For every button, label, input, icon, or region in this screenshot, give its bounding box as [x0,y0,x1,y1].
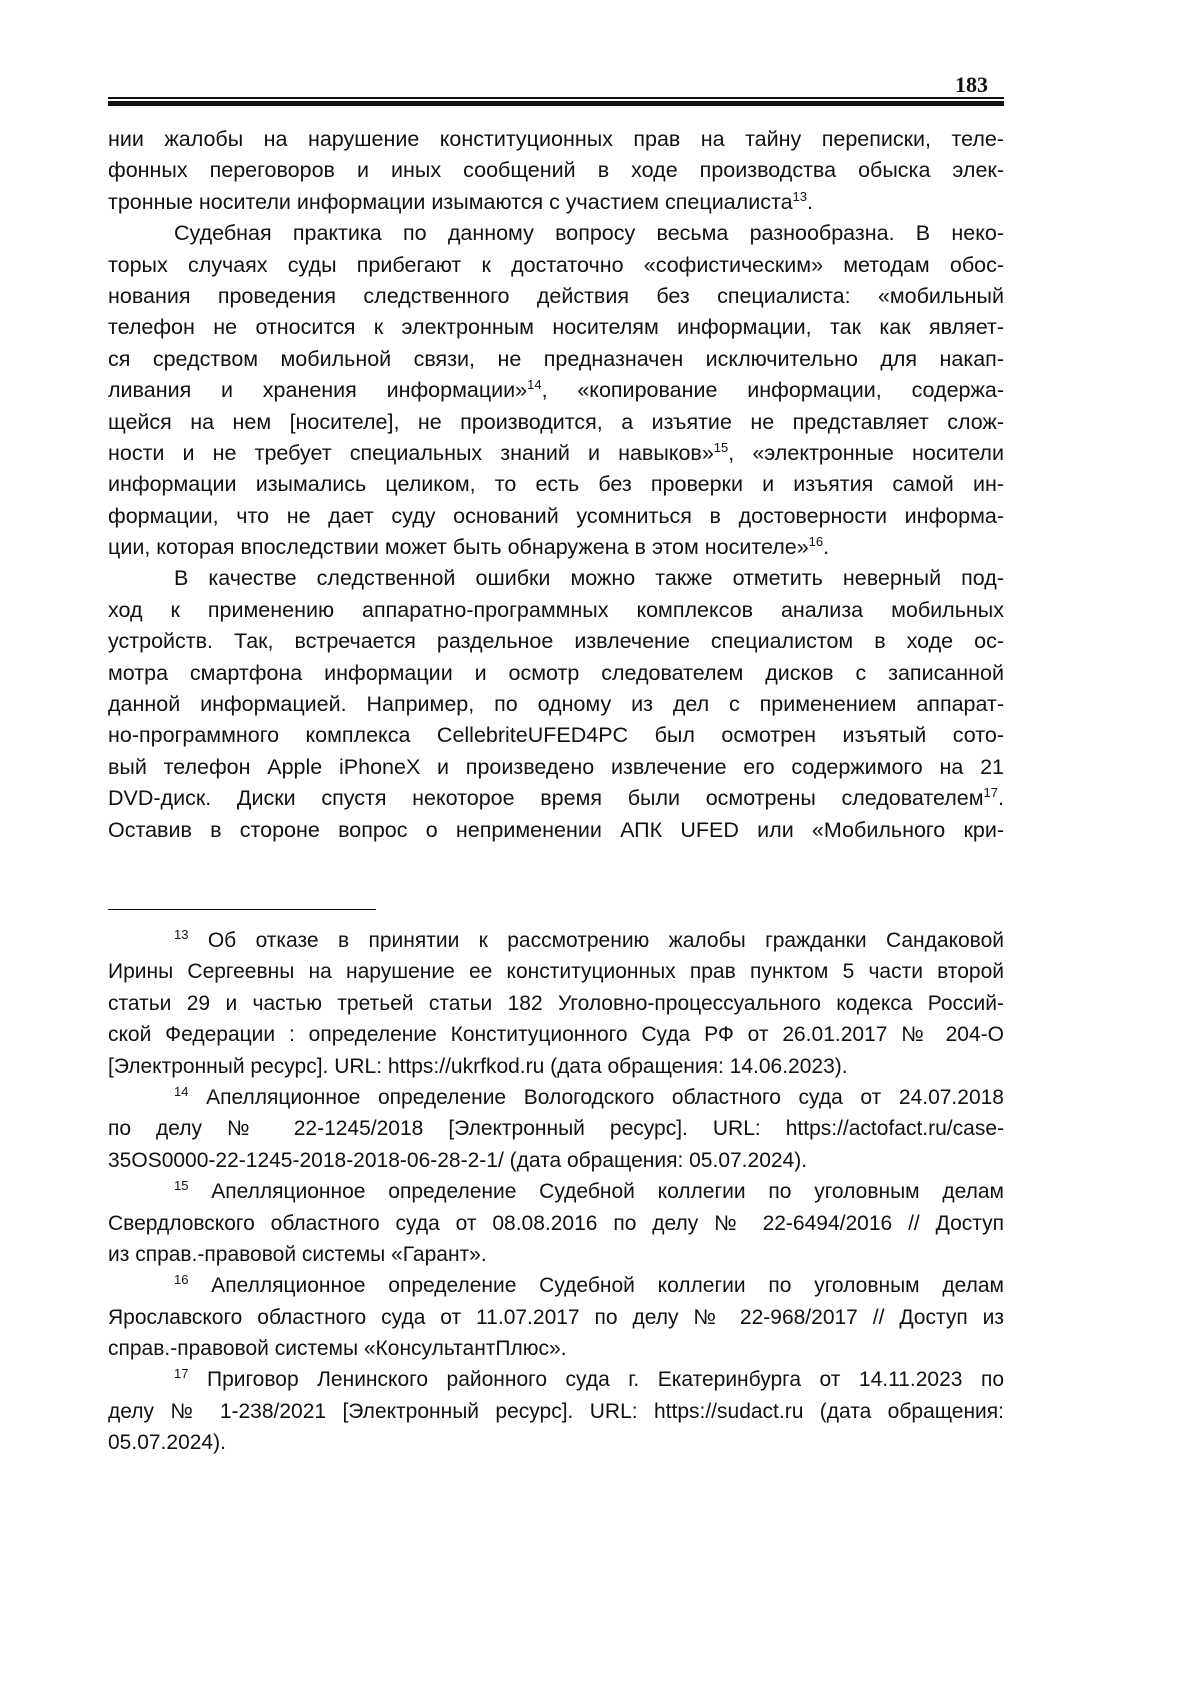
text-segment: ции, которая впоследствии может быть обнаружена в этом носителе» [108,535,809,560]
text-segment: информации изымались целиком, то есть без проверки и изъятия самой ин- [108,472,1004,497]
paragraph [108,218,1004,563]
text-line [108,1270,1004,1301]
text-segment: мотра смартфона информации и осмотр следователем дисков с записанной [108,660,1004,685]
text-line [108,1145,1004,1176]
footnote [108,1364,1004,1458]
text-line [108,988,1004,1019]
text-segment: DVD-диск. Диски спустя некоторое время были осмотрены следователем [108,786,984,811]
paragraph [108,124,1004,218]
text-line [108,312,1004,343]
text-segment: формации, что не дает суду оснований усомниться в достоверности информа- [108,503,1004,528]
text-segment: справ.-правовой системы «КонсультантПлюс». [108,1337,567,1361]
main-text [108,124,1004,846]
text-segment: по делу № 22-1245/2018 [Электронный ресурс]. URL: https://actofact.ru/case- [108,1117,1004,1141]
text-segment: Свердловского областного суда от 08.08.2016 по делу № 22-6494/2016 // Доступ [108,1211,1004,1235]
text-line [108,752,1004,783]
text-line [108,124,1004,155]
text-segment: , «копирование информации, содержа- [541,378,1004,403]
text-line [108,595,1004,626]
text-segment: телефон не относится к электронным носителям информации, так как являет- [108,315,1004,340]
footnote-ref: 14 [174,1083,189,1099]
footnote-ref: 15 [713,439,729,455]
text-segment: ской Федерации : определение Конституционного Суда РФ от 26.01.2017 № 204-О [108,1023,1004,1047]
text-segment: данной информацией. Например, по одному из дел с применением аппарат- [108,692,1004,717]
text-line [108,1427,1004,1458]
text-segment: Приговор Ленинского районного суда г. Екатеринбурга от 14.11.2023 по [188,1368,1004,1392]
text-segment: Апелляционное определение Вологодского областного суда от 24.07.2018 [188,1085,1004,1109]
text-line [108,218,1004,249]
text-line [108,1239,1004,1270]
text-line [108,1019,1004,1050]
text-segment: из справ.-правовой системы «Гарант». [108,1242,487,1266]
text-segment: Судебная практика по данному вопросу весьма разнообразна. В неко- [174,221,1004,246]
text-line [108,532,1004,563]
footnote-ref: 17 [983,785,999,801]
text-line [108,1333,1004,1364]
text-segment: статьи 29 и частью третьей статьи 182 Уголовно-процессуального кодекса Россий- [108,991,1004,1015]
footnotes [108,925,1004,1459]
text-line [108,563,1004,594]
text-segment: 05.07.2024). [108,1431,226,1455]
text-line [108,281,1004,312]
footnote-ref: 16 [174,1272,189,1288]
text-segment: В качестве следственной ошибки можно также отметить неверный под- [174,566,1004,591]
text-segment: ся средством мобильной связи, не предназначен исключительно для накап- [108,346,1004,371]
paragraph [108,563,1004,846]
text-segment: нии жалобы на нарушение конституционных прав на тайну переписки, теле- [108,127,1004,151]
text-segment: фонных переговоров и иных сообщений в ходе производства обыска элек- [108,158,1004,183]
text-segment: . [823,535,830,560]
text-line [108,1302,1004,1333]
text-line [108,689,1004,720]
text-segment: ход к применению аппаратно-программных комплексов анализа мобильных [108,597,1004,622]
footnote-ref: 14 [527,376,542,392]
text-line [108,1364,1004,1395]
text-line [108,1082,1004,1113]
footnote-ref: 15 [174,1178,189,1194]
text-line [108,438,1004,469]
text-segment: Оставив в стороне вопрос о неприменении АПК UFED или «Мобильного кри- [108,817,1004,842]
footnote [108,1270,1004,1364]
text-line [108,815,1004,846]
text-line [108,501,1004,532]
text-line [108,1113,1004,1144]
text-segment: Об отказе в принятии к рассмотрению жалобы гражданки Сандаковой [188,929,1004,952]
text-segment: Апелляционное определение Судебной коллегии по уголовным делам [188,1180,1004,1204]
text-line [108,658,1004,689]
text-line [108,956,1004,987]
text-segment: вый телефон Apple iPhoneX и произведено извлечение его содержимого на 21 [108,754,1004,779]
text-segment: Ярославского областного суда от 11.07.2017 по делу № 22-968/2017 // Доступ из [108,1305,1004,1329]
text-segment: Апелляционное определение Судебной коллегии по уголовным делам [188,1274,1004,1298]
text-line [108,250,1004,281]
text-line [108,155,1004,186]
text-line [108,187,1004,218]
footnote-separator [108,909,376,910]
text-segment: , «электронные носители [728,440,1004,465]
text-segment: торых случаях суды прибегают к достаточно «софистическим» методам обос- [108,252,1004,277]
text-segment: Ирины Сергеевны на нарушение ее конституционных прав пунктом 5 части второй [108,960,1004,984]
text-line [108,1396,1004,1427]
text-segment: ности и не требует специальных знаний и навыков» [108,440,714,465]
text-line [108,469,1004,500]
footnote-ref: 13 [174,927,189,942]
text-line [108,407,1004,438]
footnote [108,1176,1004,1270]
text-line [108,720,1004,751]
text-line [108,783,1004,814]
text-segment: делу № 1-238/2021 [Электронный ресурс]. URL: https://sudact.ru (дата обращения: [108,1399,1004,1423]
footnote [108,925,1004,1082]
text-line [108,1208,1004,1239]
text-line [108,375,1004,406]
footnote-ref: 16 [808,533,824,549]
text-line [108,344,1004,375]
footnote-ref: 17 [174,1366,189,1382]
text-segment: ливания и хранения информации» [108,378,528,403]
header-rule-thin [108,97,1004,99]
text-segment: но-программного комплекса CellebriteUFED4PC был осмотрен изъятый сото- [108,723,1004,748]
text-segment: тронные носители информации изымаются с участием специалиста [108,189,793,214]
text-segment: нования проведения следственного действия без специалиста: «мобильный [108,283,1004,308]
text-segment: устройств. Так, встречается раздельное извлечение специалистом в ходе ос- [108,629,1004,654]
text-line [108,1051,1004,1082]
text-line [108,626,1004,657]
footnote [108,1082,1004,1176]
footnote-ref: 13 [792,188,807,204]
page-number: 183 [955,72,988,97]
text-line [108,925,1004,956]
text-line [108,1176,1004,1207]
header-rule-thick [108,101,1004,106]
text-segment: [Электронный ресурс]. URL: https://ukrfkod.ru (дата обращения: 14.06.2023). [108,1054,848,1078]
text-segment: . [998,786,1004,811]
text-segment: щейся на нем [носителе], не производится, а изъятие не представляет слож- [108,409,1004,434]
text-segment: . [807,189,813,214]
text-segment: 35OS0000-22-1245-2018-2018-06-28-2-1/ (дата обращения: 05.07.2024). [108,1148,808,1172]
